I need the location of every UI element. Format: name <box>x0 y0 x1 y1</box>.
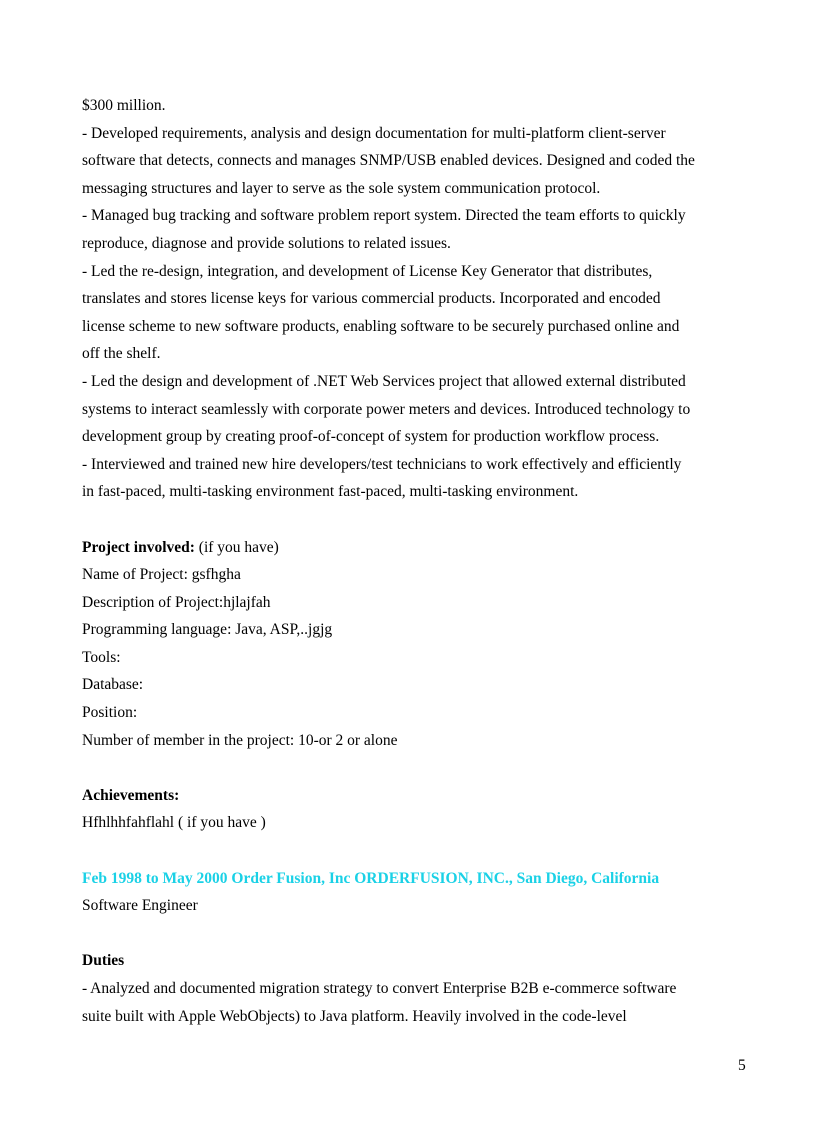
project-detail: Position: <box>82 704 138 722</box>
text-line: - Led the design and development of .NET Web Services project that allowed external distributed <box>82 372 686 390</box>
project-detail: Number of member in the project: 10-or 2 or alone <box>82 731 398 749</box>
duties-section <box>82 947 742 1030</box>
project-section <box>82 534 742 755</box>
project-heading-note: (if you have) <box>194 538 279 556</box>
text-line: - Interviewed and trained new hire developers/test technicians to work effectively and efficiently <box>82 455 682 473</box>
project-detail: Programming language: Java, ASP,..jgjg <box>82 621 333 639</box>
text-line: license scheme to new software products, enabling software to be securely purchased online and <box>82 317 680 335</box>
text-line: - Led the re-design, integration, and development of License Key Generator that distributes, <box>82 262 653 280</box>
project-detail: Tools: <box>82 648 121 666</box>
text-line: in fast-paced, multi-tasking environment fast-paced, multi-tasking environment. <box>82 483 579 501</box>
text-line: software that detects, connects and manages SNMP/USB enabled devices. Designed and coded the <box>82 152 695 170</box>
page-number: 5 <box>738 1057 746 1074</box>
project-heading: Project involved: <box>82 538 195 556</box>
text-line: systems to interact seamlessly with corporate power meters and devices. Introduced technology to <box>82 400 691 418</box>
text-line: messaging structures and layer to serve as the sole system communication protocol. <box>82 179 601 197</box>
project-detail: Description of Project:hjlajfah <box>82 593 271 611</box>
blank-line <box>82 837 742 865</box>
experience-description <box>82 92 742 506</box>
duty-line: - Analyzed and documented migration strategy to convert Enterprise B2B e-commerce software <box>82 980 677 997</box>
text-line: translates and stores license keys for various commercial products. Incorporated and encoded <box>82 290 661 308</box>
job-section <box>82 865 742 920</box>
text-line: - Managed bug tracking and software problem report system. Directed the team efforts to quickly <box>82 207 686 225</box>
job-heading: Feb 1998 to May 2000 Order Fusion, Inc ORDERFUSION, INC., San Diego, California <box>82 869 660 887</box>
page-content <box>82 92 742 1030</box>
achievements-text: Hfhlhhfahflahl ( if you have ) <box>82 814 266 832</box>
text-line: $300 million. <box>82 97 166 114</box>
text-line: development group by creating proof-of-concept of system for production workflow process. <box>82 428 660 446</box>
text-line: reproduce, diagnose and provide solutions to related issues. <box>82 234 451 252</box>
achievements-section <box>82 782 742 837</box>
job-title: Software Engineer <box>82 897 198 915</box>
text-line: - Developed requirements, analysis and design documentation for multi-platform client-server <box>82 124 666 142</box>
text-line: off the shelf. <box>82 345 161 363</box>
project-detail: Name of Project: gsfhgha <box>82 566 241 584</box>
project-detail: Database: <box>82 676 144 694</box>
achievements-heading: Achievements: <box>82 786 180 804</box>
duties-heading: Duties <box>82 952 125 970</box>
duty-line: suite built with Apple WebObjects) to Java platform. Heavily involved in the code-level <box>82 1007 627 1025</box>
blank-line <box>82 754 742 782</box>
blank-line <box>82 920 742 948</box>
project-heading-line <box>82 534 742 562</box>
blank-line <box>82 506 742 534</box>
